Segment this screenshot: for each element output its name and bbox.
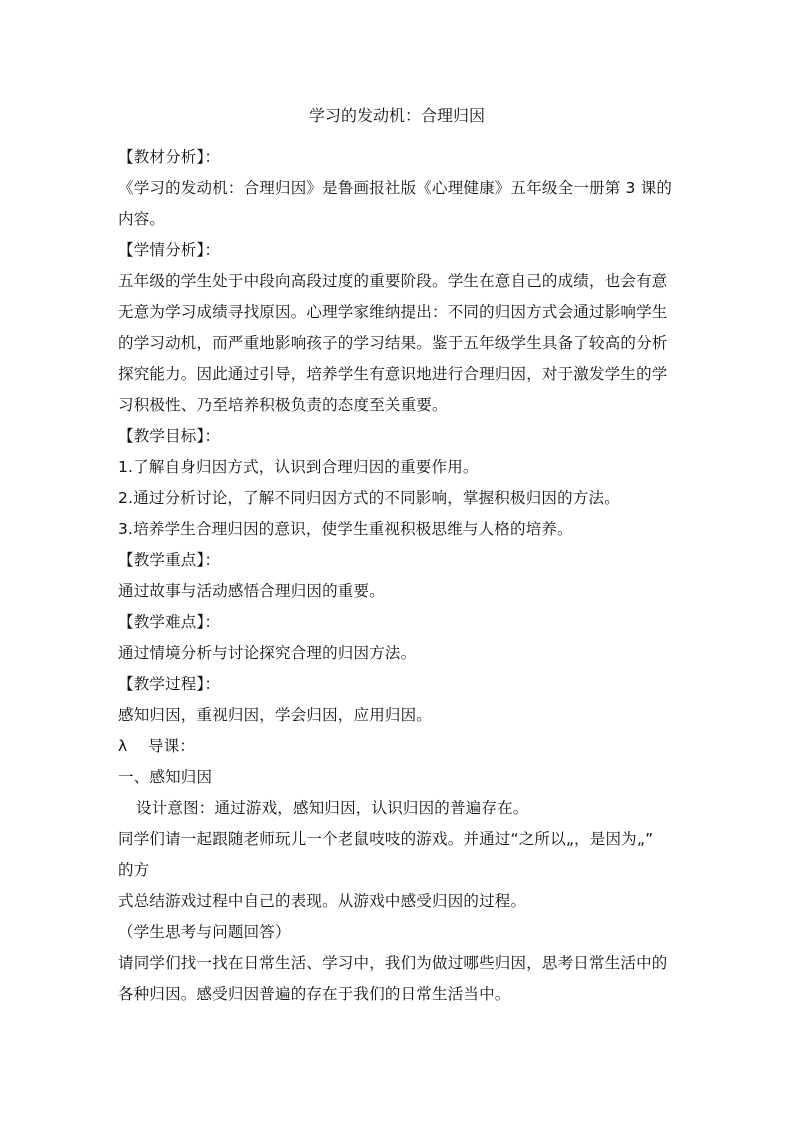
- bullet-item: [118, 735, 678, 757]
- bullet-text: 导课：: [148, 737, 196, 755]
- paragraph-line: 的方: [118, 861, 150, 879]
- heading-teaching-goals: 【教学目标】：: [118, 427, 221, 445]
- bullet-marker: λ: [118, 737, 128, 755]
- goal-item-3: 3.培养学生合理归因的意识，使学生重视积极思维与人格的培养。: [118, 520, 573, 538]
- paragraph-line: 《学习的发动机：合理归因》是鲁画报社版《心理健康》五年级全一册第 3 课的: [118, 179, 673, 197]
- paragraph-line: 请同学们找一找在日常生活、学习中，我们为做过哪些归因，思考日常生活中的: [118, 954, 668, 972]
- heading-key-points: 【教学重点】：: [118, 551, 221, 569]
- paragraph-line: 式总结游戏过程中自己的表现。从游戏中感受归因的过程。: [118, 892, 527, 910]
- paragraph-line: 无意为学习成绩寻找原因。心理学家维纳提出：不同的归因方式会通过影响学生: [118, 303, 668, 321]
- goal-item-2: 2.通过分析讨论，了解不同归因方式的不同影响，掌握积极归因的方法。: [118, 489, 620, 507]
- paragraph-line: （学生思考与问题回答）: [118, 923, 291, 941]
- heading-textbook-analysis: 【教材分析】：: [118, 148, 221, 166]
- heading-difficulties: 【教学难点】：: [118, 613, 221, 631]
- paragraph-line: 通过情境分析与讨论探究合理的归因方法。: [118, 644, 417, 662]
- heading-student-analysis: 【学情分析】：: [118, 241, 221, 259]
- paragraph-line: 的学习动机，而严重地影响孩子的学习结果。鉴于五年级学生具备了较高的分析: [118, 334, 668, 352]
- paragraph-line: 感知归因，重视归因，学会归因，应用归因。: [118, 706, 433, 724]
- paragraph-line: 同学们请一起跟随老师玩儿一个老鼠吱吱的游戏。并通过“之所以„，是因为„”: [118, 830, 654, 848]
- paragraph-line: 设计意图：通过游戏，感知归因，认识归因的普遍存在。: [136, 799, 529, 817]
- paragraph-line: 探究能力。因此通过引导，培养学生有意识地进行合理归因，对于激发学生的学: [118, 365, 668, 383]
- paragraph-line: 各种归因。感受归因普遍的存在于我们的日常生活当中。: [118, 985, 511, 1003]
- document-title: 学习的发动机：合理归因: [308, 106, 485, 125]
- paragraph-line: 内容。: [118, 210, 166, 228]
- paragraph-line: 习积极性、乃至培养积极负责的态度至关重要。: [118, 396, 448, 414]
- section-heading: 一、感知归因: [118, 768, 213, 786]
- heading-teaching-process: 【教学过程】：: [118, 675, 221, 693]
- goal-item-1: 1.了解自身归因方式，认识到合理归因的重要作用。: [118, 458, 479, 476]
- paragraph-line: 通过故事与活动感悟合理归因的重要。: [118, 582, 385, 600]
- paragraph-line: 五年级的学生处于中段向高段过度的重要阶段。学生在意自己的成绩，也会有意: [118, 272, 668, 290]
